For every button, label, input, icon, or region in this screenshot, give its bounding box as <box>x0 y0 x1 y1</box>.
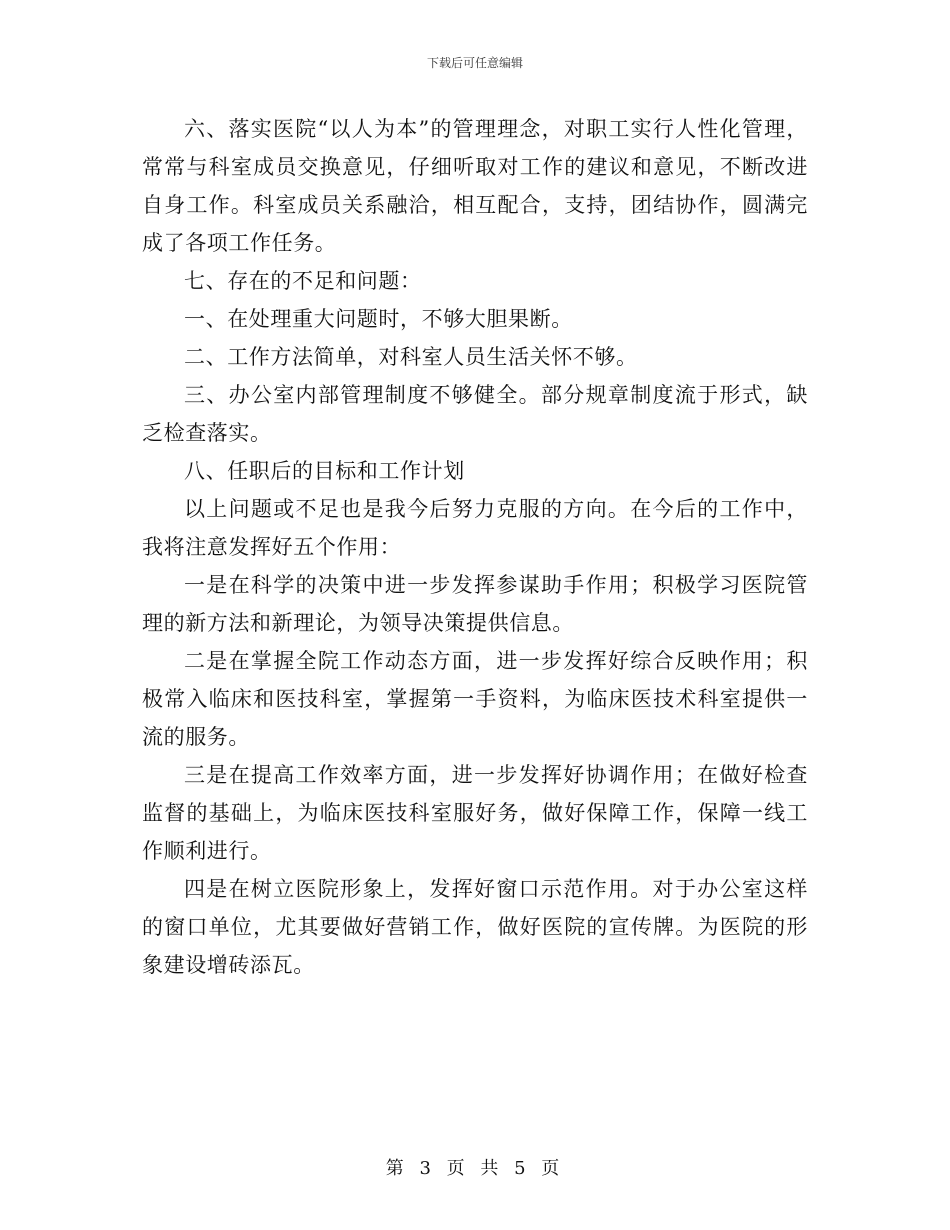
page-number-footer: 第 3 页 共 5 页 <box>385 1158 565 1179</box>
paragraph-issue-2: 二、工作方法简单，对科室人员生活关怀不够。 <box>184 345 638 369</box>
paragraph-section-7-heading: 七、存在的不足和问题： <box>184 269 422 293</box>
page-header-note: 下载后可任意编辑 <box>426 56 523 70</box>
paragraph-section-6: 六、落实医院“以人为本”的管理理念，对职工实行人性化管理，常常与科室成员交换意见，仔细听取对工作的建议和意见，不断改进自身工作。科室成员关系融洽，相互配合，支持，团结协作，圆满完成了各项工作任务。 <box>142 117 808 255</box>
paragraph-role-2: 二是在掌握全院工作动态方面，进一步发挥好综合反映作用；积极常入临床和医技科室，掌握第一手资料，为临床医技术科室提供一流的服务。 <box>142 649 808 749</box>
paragraph-issue-3: 三、办公室内部管理制度不够健全。部分规章制度流于形式，缺乏检查落实。 <box>142 383 808 445</box>
paragraph-intro-five-roles: 以上问题或不足也是我今后努力克服的方向。在今后的工作中，我将注意发挥好五个作用： <box>142 497 808 559</box>
paragraph-role-3: 三是在提高工作效率方面，进一步发挥好协调作用；在做好检查监督的基础上，为临床医技科室服好务，做好保障工作，保障一线工作顺利进行。 <box>142 763 808 863</box>
paragraph-issue-1: 一、在处理重大问题时，不够大胆果断。 <box>184 307 573 331</box>
paragraph-role-1: 一是在科学的决策中进一步发挥参谋助手作用；积极学习医院管理的新方法和新理论，为领导决策提供信息。 <box>142 573 808 635</box>
paragraph-role-4: 四是在树立医院形象上，发挥好窗口示范作用。对于办公室这样的窗口单位，尤其要做好营销工作，做好医院的宣传牌。为医院的形象建设增砖添瓦。 <box>142 877 808 977</box>
document-body <box>142 110 808 984</box>
paragraph-section-8-heading: 八、任职后的目标和工作计划 <box>184 459 465 483</box>
